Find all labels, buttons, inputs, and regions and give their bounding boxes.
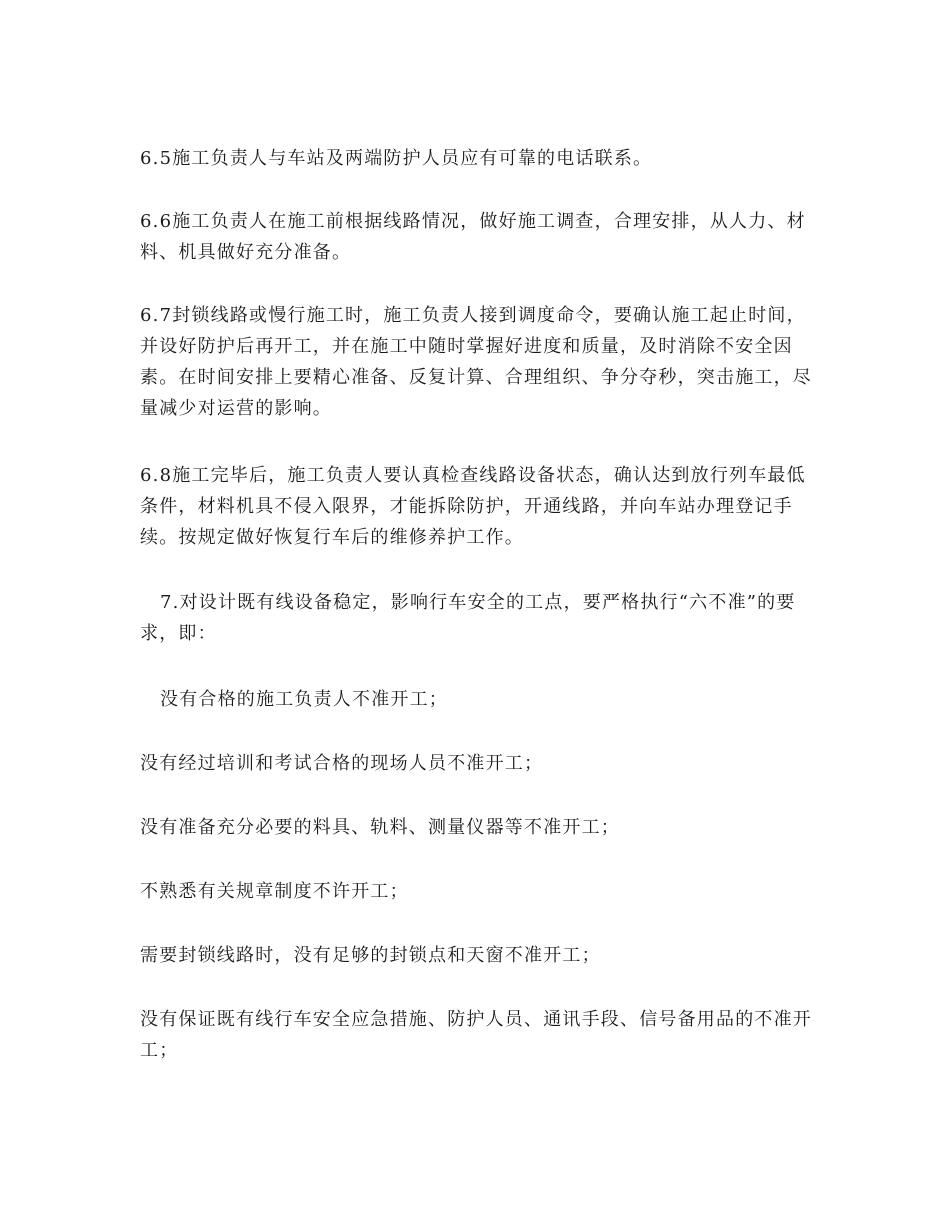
- rule-item-4: 不熟悉有关规章制度不许开工；: [140, 881, 409, 902]
- paragraph-6-7: 6.7封锁线路或慢行施工时，施工负责人接到调度命令，要确认施工起止时间，并设好防护后再开工，并在施工中随时掌握好进度和质量，及时消除不安全因素。在时间安排上要精心准备、反复计算、合理组织、争分夺秒，突击施工，尽量减少对运营的影响。: [140, 305, 812, 419]
- rule-item-5: 需要封锁线路时，没有足够的封锁点和天窗不准开工；: [140, 945, 601, 966]
- paragraph-6-5: 6.5施工负责人与车站及两端防护人员应有可靠的电话联系。: [140, 148, 653, 169]
- rule-item-1: 没有合格的施工负责人不准开工；: [160, 689, 448, 710]
- paragraph-6-8: 6.8施工完毕后，施工负责人要认真检查线路设备状态，确认达到放行列车最低条件，材料机具不侵入限界，才能拆除防护，开通线路，并向车站办理登记手续。按规定做好恢复行车后的维修养护工作。: [140, 465, 806, 548]
- paragraph-7: 7.对设计既有线设备稳定，影响行车安全的工点，要严格执行“六不准”的要求，即：: [140, 592, 796, 644]
- paragraph-6-6: 6.6施工负责人在施工前根据线路情况，做好施工调查，合理安排，从人力、材料、机具做好充分准备。: [140, 211, 806, 263]
- rule-item-6: 没有保证既有线行车安全应急措施、防护人员、通讯手段、信号备用品的不准开工；: [140, 1009, 812, 1061]
- rule-item-3: 没有准备充分必要的料具、轨料、测量仪器等不准开工；: [140, 817, 620, 838]
- rule-item-2: 没有经过培训和考试合格的现场人员不准开工；: [140, 753, 544, 774]
